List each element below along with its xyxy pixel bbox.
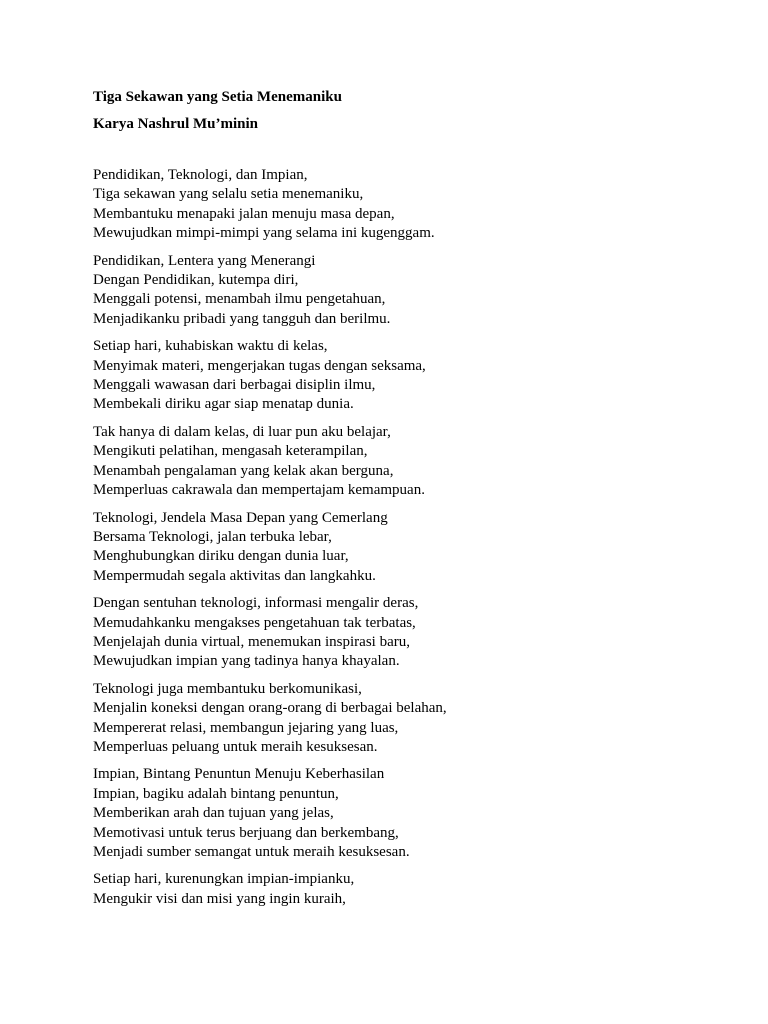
poem-line: Menggali wawasan dari berbagai disiplin ilmu,	[93, 377, 376, 394]
poem-line: Dengan sentuhan teknologi, informasi mengalir deras,	[93, 595, 419, 612]
poem-stanza	[93, 594, 693, 672]
poem-line: Menjalin koneksi dengan orang-orang di berbagai belahan,	[93, 700, 447, 717]
poem-line: Tak hanya di dalam kelas, di luar pun aku belajar,	[93, 423, 391, 440]
poem-stanza	[93, 509, 693, 587]
poem-author: Karya Nashrul Mu’minin	[93, 115, 259, 132]
poem-stanza	[93, 870, 693, 909]
poem-line: Setiap hari, kuhabiskan waktu di kelas,	[93, 338, 328, 355]
poem-line: Memperluas cakrawala dan mempertajam kemampuan.	[93, 482, 425, 499]
poem-line: Menambah pengalaman yang kelak akan berguna,	[93, 462, 394, 479]
poem-line: Pendidikan, Lentera yang Menerangi	[93, 252, 316, 269]
poem-stanza	[93, 423, 693, 501]
poem-stanza	[93, 765, 693, 862]
poem-line: Membekali diriku agar siap menatap dunia.	[93, 396, 354, 413]
poem-line: Teknologi juga membantuku berkomunikasi,	[93, 680, 362, 697]
poem-line: Mempererat relasi, membangun jejaring yang luas,	[93, 719, 399, 736]
poem-line: Teknologi, Jendela Masa Depan yang Cemerlang	[93, 509, 388, 526]
poem-line: Menjadi sumber semangat untuk meraih kesuksesan.	[93, 844, 410, 860]
poem-stanza	[93, 252, 693, 330]
poem-stanza	[93, 166, 693, 244]
poem-line: Memudahkanku mengakses pengetahuan tak terbatas,	[93, 614, 416, 631]
poem-line: Menggali potensi, menambah ilmu pengetahuan,	[93, 291, 386, 308]
poem-line: Menyimak materi, mengerjakan tugas dengan seksama,	[93, 357, 426, 374]
poem-line: Memotivasi untuk terus berjuang dan berkembang,	[93, 824, 399, 841]
poem-line: Menjadikanku pribadi yang tangguh dan berilmu.	[93, 310, 391, 327]
poem-line: Impian, Bintang Penuntun Menuju Keberhasilan	[93, 766, 385, 783]
poem-line: Menghubungkan diriku dengan dunia luar,	[93, 548, 349, 565]
poem-line: Mempermudah segala aktivitas dan langkahku.	[93, 567, 376, 584]
poem-line: Membantuku menapaki jalan menuju masa depan,	[93, 205, 395, 222]
poem-stanza	[93, 680, 693, 758]
poem-line: Bersama Teknologi, jalan terbuka lebar,	[93, 528, 332, 545]
poem-line: Mewujudkan mimpi-mimpi yang selama ini kugenggam.	[93, 225, 435, 242]
poem-line: Mengikuti pelatihan, mengasah keterampilan,	[93, 443, 368, 460]
poem-line: Memperluas peluang untuk meraih kesuksesan.	[93, 738, 378, 755]
poem-body	[93, 166, 693, 909]
poem-line: Mewujudkan impian yang tadinya hanya khayalan.	[93, 653, 400, 670]
poem-title: Tiga Sekawan yang Setia Menemaniku	[93, 89, 342, 105]
poem-stanza	[93, 337, 693, 415]
poem-line: Mengukir visi dan misi yang ingin kuraih,	[93, 890, 346, 907]
poem-line: Dengan Pendidikan, kutempa diri,	[93, 272, 299, 289]
poem-line: Setiap hari, kurenungkan impian-impianku,	[93, 871, 355, 888]
poem-line: Tiga sekawan yang selalu setia menemaniku,	[93, 186, 364, 203]
document-page	[93, 88, 693, 917]
poem-line: Menjelajah dunia virtual, menemukan inspirasi baru,	[93, 633, 410, 650]
poem-line: Pendidikan, Teknologi, dan Impian,	[93, 167, 308, 183]
poem-line: Memberikan arah dan tujuan yang jelas,	[93, 805, 334, 822]
poem-line: Impian, bagiku adalah bintang penuntun,	[93, 785, 339, 802]
